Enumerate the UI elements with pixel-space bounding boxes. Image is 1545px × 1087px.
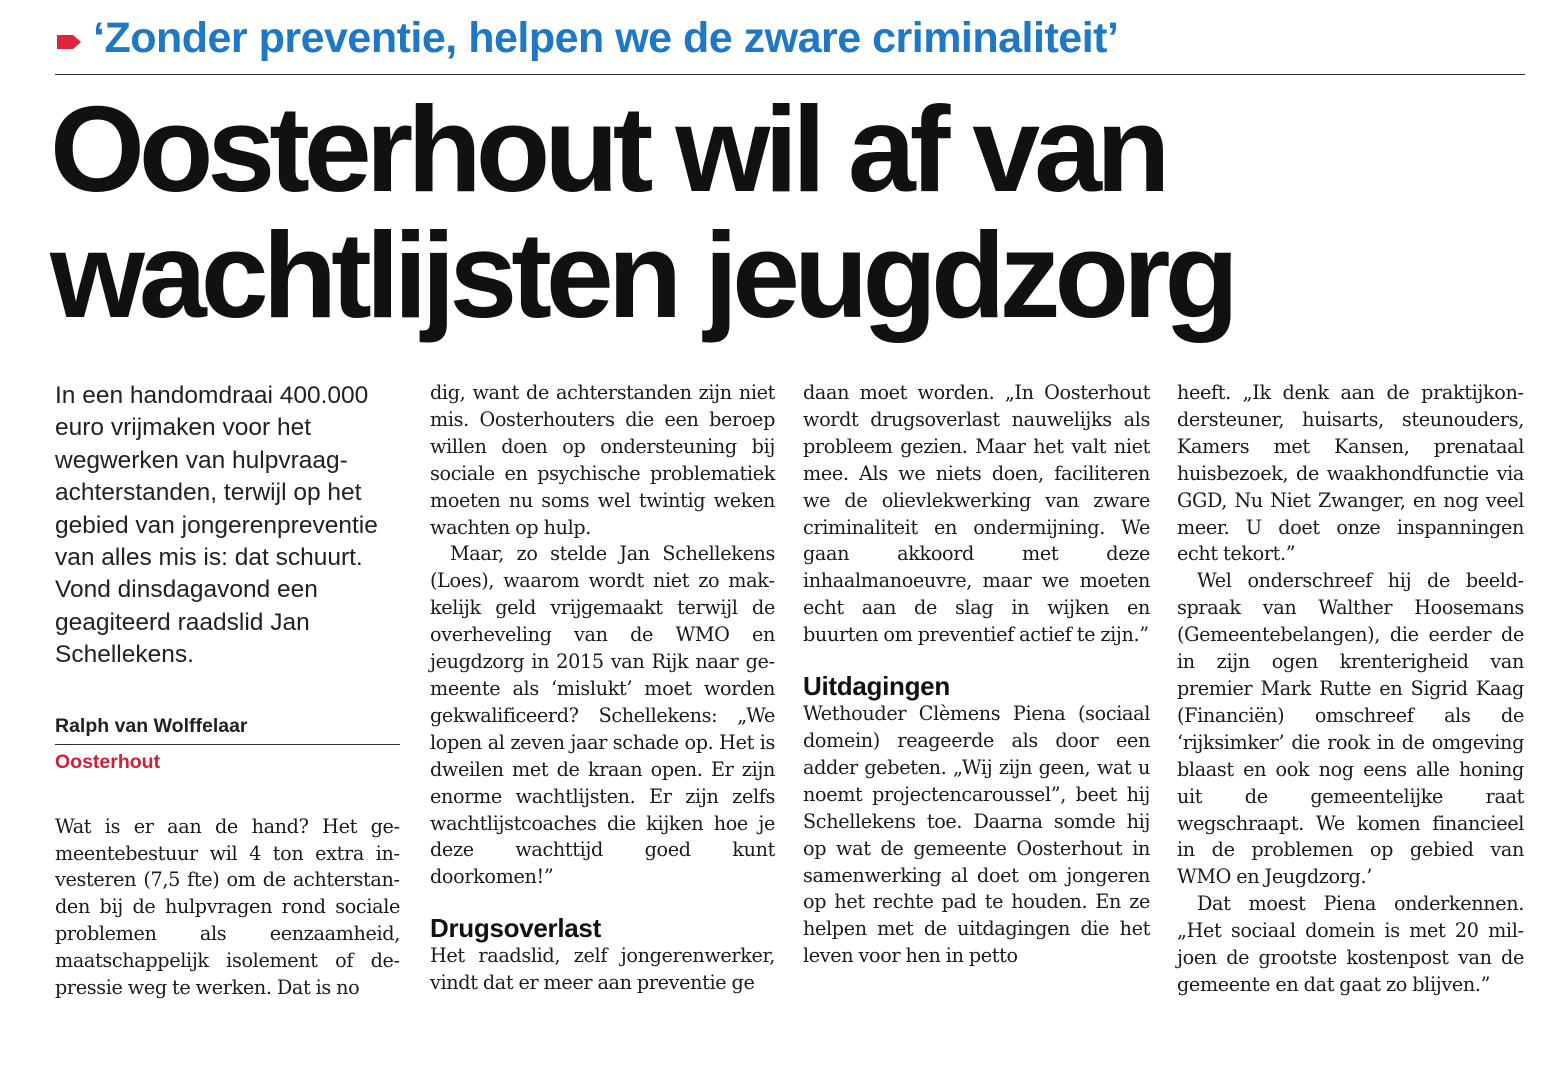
body-paragraph: Het raadslid, zelf jongerenwerker, vindt dat er meer aan preventie ge xyxy=(430,944,775,995)
kicker-text: ‘Zonder preventie, helpen we de zware criminaliteit’ xyxy=(93,13,1119,62)
headline-line-2: wachtlijsten jeugdzorg xyxy=(50,207,1234,343)
body-paragraph: dig, want de achterstanden zijn niet mis. Oosterhouters die een beroep willen doen op ondersteuning bij sociale en psychische problematiek moeten nu soms wel twintig weken wachten op hulp. xyxy=(430,381,775,539)
subheading: Drugsoverlast xyxy=(430,913,601,944)
article-column-2 xyxy=(430,380,775,997)
byline-author: Ralph van Wolffelaar xyxy=(55,714,248,737)
subheading: Uitdagingen xyxy=(803,671,950,702)
byline-divider xyxy=(55,744,400,745)
byline-place: Oosterhout xyxy=(55,750,161,773)
kicker xyxy=(55,10,1525,66)
body-paragraph: Maar, zo stelde Jan Schellekens (Loes), waarom wordt niet zo makkelijk geld vrijgemaakt terwijl de overheveling van de WMO en jeugdzorg in 2015 van Rijk naar gemeente als ‘mislukt’ moet worden gekwalificeerd? Schellekens: „We lopen al zeven jaar schade op. Het is dweilen met de kraan open. Er zijn enorme wachtlijsten. Er zijn zelfs wachtlijstcoaches die kijken hoe je deze wachttijd goed kunt doorkomen!” xyxy=(430,542,775,889)
body-paragraph: Wethouder Clèmens Piena (sociaal domein) reageerde als door een adder gebeten. „Wij zijn geen, wat u noemt projectencaroussel”, beet hij Schellekens toe. Daarna somde hij op wat de gemeente Oosterhout in samenwerking al doet om jongeren op het rechte pad te houden. En ze helpen met de uitdagingen die het leven voor hen in petto xyxy=(803,702,1150,968)
body-paragraph: Wat is er aan de hand? Het gemeentebestuur wil 4 ton extra investeren (7,5 fte) om de achterstanden bij de hulpvragen rond sociale problemen als eenzaamheid, maatschappelijk isolement of depressie weg te werken. Dat is no xyxy=(55,814,400,1000)
page-title xyxy=(50,81,1530,343)
kicker-divider xyxy=(55,74,1525,75)
article-column-1 xyxy=(55,380,400,1002)
body-paragraph: heeft. „Ik denk aan de praktijkondersteuner, huisarts, steunouders, Kamers met Kansen, prenataal huisbezoek, de waakhondfunctie via GGD, Nu Niet Zwanger, en nog veel meer. U doet onze inspanningen echt tekort.” xyxy=(1177,381,1524,566)
body-paragraph: daan moet worden. „In Oosterhout wordt drugsoverlast nauwelijks als probleem gezien. Maar het valt niet mee. Als we niets doen, faciliteren we de olievlekwerking van zware criminaliteit en ondermijning. We gaan akkoord met deze inhaalmanoeuvre, maar we moeten echt aan de slag in wijken en buurten om preventief actief te zijn.” xyxy=(803,381,1150,647)
headline-line-1: Oosterhout wil af van xyxy=(50,81,1165,217)
arrow-right-icon xyxy=(55,31,83,53)
article-column-3 xyxy=(803,380,1150,970)
body-paragraph: Wel onderschreef hij de beeldspraak van Walther Hoosemans (Gemeentebelangen), die eerder de in zijn ogen krenterigheid van premier Mark Rutte en Sigrid Kaag (Financiën) omschreef als de ‘rijksimker’ die rook in de omgeving blaast en ook nog eens alle honing uit de gemeentelijke raat wegschraapt. We komen financieel in de problemen op gebied van WMO en Jeugdzorg.’ xyxy=(1177,569,1524,889)
body-paragraph: Dat moest Piena onderkennen. „Het sociaal domein is met 20 miljoen de grootste kostenpost van de gemeente en dat gaat zo blijven.” xyxy=(1177,892,1524,996)
article-lead: In een handomdraai 400.000 euro vrijmaken voor het wegwerken van hulpvraag-achterstanden, terwijl op het gebied van jongerenpreventie van alles mis is: dat schuurt. Vond dinsdagavond een geagiteerd raadslid Jan Schellekens. xyxy=(55,382,378,669)
article-column-4 xyxy=(1177,380,1524,999)
